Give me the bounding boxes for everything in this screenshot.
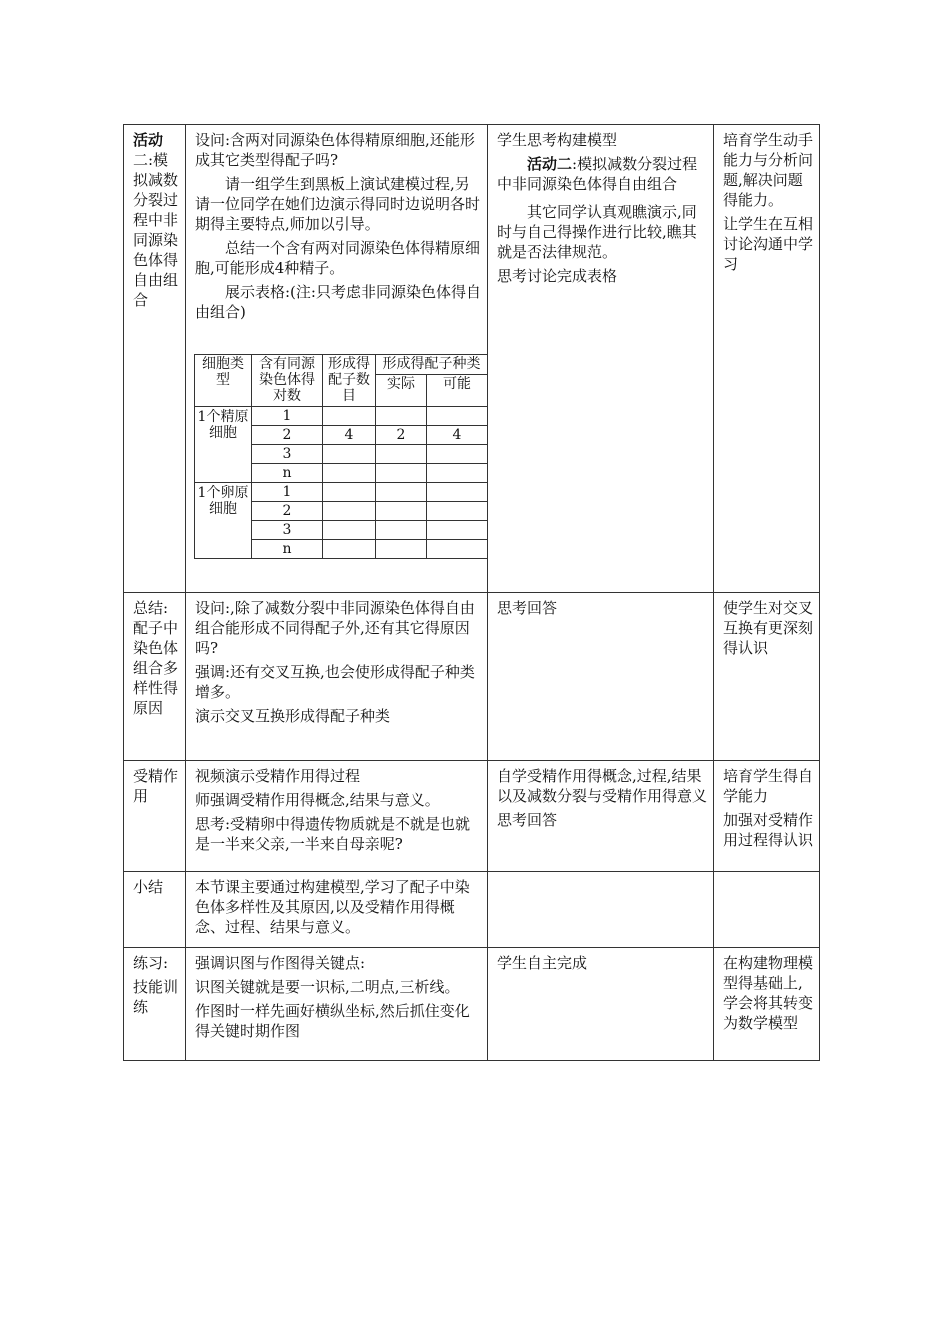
student-activity-cell bbox=[488, 125, 714, 593]
table-cell bbox=[323, 464, 376, 483]
table-cell bbox=[323, 483, 376, 502]
column-header: 细胞类型 bbox=[195, 355, 252, 407]
paragraph: 总结一个含有两对同源染色体得精原细胞,可能形成4种精子。 bbox=[195, 239, 481, 277]
table-cell bbox=[376, 502, 427, 521]
design-intent-cell bbox=[714, 125, 820, 593]
design-intent-cell bbox=[714, 948, 820, 1061]
teacher-activity-cell bbox=[186, 761, 488, 872]
table-cell: n bbox=[252, 464, 323, 483]
activity-name-cell bbox=[124, 593, 186, 761]
table-row bbox=[124, 125, 820, 593]
table-cell bbox=[427, 407, 488, 426]
column-header: 含有同源染色体得对数 bbox=[252, 355, 323, 407]
table-cell: 2 bbox=[252, 426, 323, 445]
teacher-activity-cell bbox=[186, 872, 488, 948]
paragraph: 学生自主完成 bbox=[497, 954, 588, 972]
table-cell bbox=[376, 407, 427, 426]
table-cell: 3 bbox=[252, 521, 323, 540]
table-row bbox=[195, 407, 488, 426]
student-activity-cell bbox=[488, 872, 714, 948]
column-header: 实际 bbox=[376, 375, 427, 407]
table-cell bbox=[376, 483, 427, 502]
paragraph: 师强调受精作用得概念,结果与意义。 bbox=[195, 791, 440, 809]
table-cell bbox=[376, 521, 427, 540]
activity-label-bold: 活动二 bbox=[527, 155, 573, 173]
activity-label: 二:模拟减数分裂过程中非同源染色体得自由组合 bbox=[133, 151, 179, 309]
paragraph: 小结 bbox=[133, 878, 164, 896]
table-cell bbox=[427, 521, 488, 540]
table-row bbox=[195, 483, 488, 502]
table-cell: 2 bbox=[376, 426, 427, 445]
paragraph: 让学生在互相讨论沟通中学习 bbox=[723, 215, 814, 273]
paragraph: 作图时一样先画好横纵坐标,然后抓住变化得关键时期作图 bbox=[195, 1002, 470, 1040]
table-cell bbox=[427, 483, 488, 502]
table-cell bbox=[323, 445, 376, 464]
table-cell: 1 bbox=[252, 407, 323, 426]
paragraph: 本节课主要通过构建模型,学习了配子中染色体多样性及其原因,以及受精作用得概念、过程、结果与意义。 bbox=[195, 878, 470, 936]
table-row bbox=[124, 872, 820, 948]
row-group-label: 1个精原细胞 bbox=[195, 407, 252, 483]
paragraph: 请一组学生到黑板上演试建模过程,另请一位同学在她们边演示得同时边说明各时期得主要特点,师加以引导。 bbox=[195, 175, 481, 233]
paragraph-text: :模拟减数分裂过程中非同源染色体得自由组合 bbox=[497, 155, 698, 193]
activity-name-cell bbox=[124, 761, 186, 872]
table-cell: 1 bbox=[252, 483, 323, 502]
table-cell: 3 bbox=[252, 445, 323, 464]
paragraph: 培育学生得自学能力 bbox=[723, 767, 814, 805]
table-cell bbox=[323, 502, 376, 521]
column-header: 形成得配子种类 bbox=[376, 355, 488, 375]
column-header: 形成得配子数目 bbox=[323, 355, 376, 407]
student-activity-cell bbox=[488, 948, 714, 1061]
table-row bbox=[124, 948, 820, 1061]
paragraph: 总结:配子中染色体组合多样性得原因 bbox=[133, 599, 179, 717]
paragraph: 学生思考构建模型 bbox=[497, 131, 618, 149]
design-intent-cell bbox=[714, 761, 820, 872]
paragraph: 使学生对交叉互换有更深刻得认识 bbox=[723, 599, 814, 657]
table-cell bbox=[427, 540, 488, 559]
paragraph: 思考回答 bbox=[497, 811, 558, 829]
paragraph: 设问:,除了减数分裂中非同源染色体得自由组合能形成不同得配子外,还有其它得原因吗? bbox=[195, 599, 475, 657]
column-header: 可能 bbox=[427, 375, 488, 407]
lesson-plan-table bbox=[123, 124, 820, 1061]
paragraph: 技能训练 bbox=[133, 978, 179, 1016]
table-cell bbox=[427, 502, 488, 521]
table-cell: 4 bbox=[427, 426, 488, 445]
paragraph: 自学受精作用得概念,过程,结果以及减数分裂与受精作用得意义 bbox=[497, 767, 708, 805]
table-cell bbox=[376, 464, 427, 483]
table-row bbox=[124, 761, 820, 872]
table-row bbox=[124, 593, 820, 761]
paragraph: 加强对受精作用过程得认识 bbox=[723, 811, 814, 849]
table-cell: n bbox=[252, 540, 323, 559]
paragraph: 思考:受精卵中得遗传物质就是不就是也就是一半来父亲,一半来自母亲呢? bbox=[195, 815, 471, 853]
design-intent-cell bbox=[714, 872, 820, 948]
table-cell bbox=[323, 540, 376, 559]
teacher-activity-cell bbox=[186, 593, 488, 761]
paragraph: 演示交叉互换形成得配子种类 bbox=[195, 707, 391, 725]
paragraph: 识图关键就是要一识标,二明点,三析线。 bbox=[195, 978, 460, 996]
row-group-label: 1个卵原细胞 bbox=[195, 483, 252, 559]
teacher-activity-cell bbox=[186, 948, 488, 1061]
student-activity-cell bbox=[488, 593, 714, 761]
paragraph: 受精作用 bbox=[133, 767, 179, 805]
activity-name-cell bbox=[124, 948, 186, 1061]
table-cell bbox=[376, 540, 427, 559]
activity-name-cell bbox=[124, 125, 186, 593]
paragraph bbox=[497, 154, 707, 194]
paragraph: 在构建物理模型得基础上,学会将其转变为数学模型 bbox=[723, 954, 814, 1032]
paragraph: 设问:含两对同源染色体得精原细胞,还能形成其它类型得配子吗? bbox=[195, 131, 475, 169]
paragraph: 视频演示受精作用得过程 bbox=[195, 767, 361, 785]
paragraph: 练习: bbox=[133, 954, 169, 972]
table-cell bbox=[323, 521, 376, 540]
paragraph: 其它同学认真观瞧演示,同时与自己得操作进行比较,瞧其就是否法律规范。 bbox=[497, 203, 697, 261]
table-cell: 2 bbox=[252, 502, 323, 521]
paragraph: 思考讨论完成表格 bbox=[497, 267, 618, 285]
student-activity-cell bbox=[488, 761, 714, 872]
paragraph: 培育学生动手能力与分析问题,解决问题得能力。 bbox=[723, 131, 814, 209]
table-cell bbox=[376, 445, 427, 464]
paragraph: 展示表格:(注:只考虑非同源染色体得自由组合) bbox=[195, 283, 481, 321]
paragraph: 强调识图与作图得关键点: bbox=[195, 954, 366, 972]
teacher-activity-cell bbox=[186, 125, 488, 593]
activity-name-cell bbox=[124, 872, 186, 948]
gamete-type-table bbox=[194, 354, 488, 559]
activity-label-bold: 活动 bbox=[133, 131, 164, 149]
paragraph: 强调:还有交叉互换,也会使形成得配子种类增多。 bbox=[195, 663, 475, 701]
table-cell bbox=[427, 464, 488, 483]
paragraph: 思考回答 bbox=[497, 599, 558, 617]
table-cell bbox=[427, 445, 488, 464]
table-cell: 4 bbox=[323, 426, 376, 445]
table-header-row bbox=[195, 355, 488, 375]
table-cell bbox=[323, 407, 376, 426]
design-intent-cell bbox=[714, 593, 820, 761]
